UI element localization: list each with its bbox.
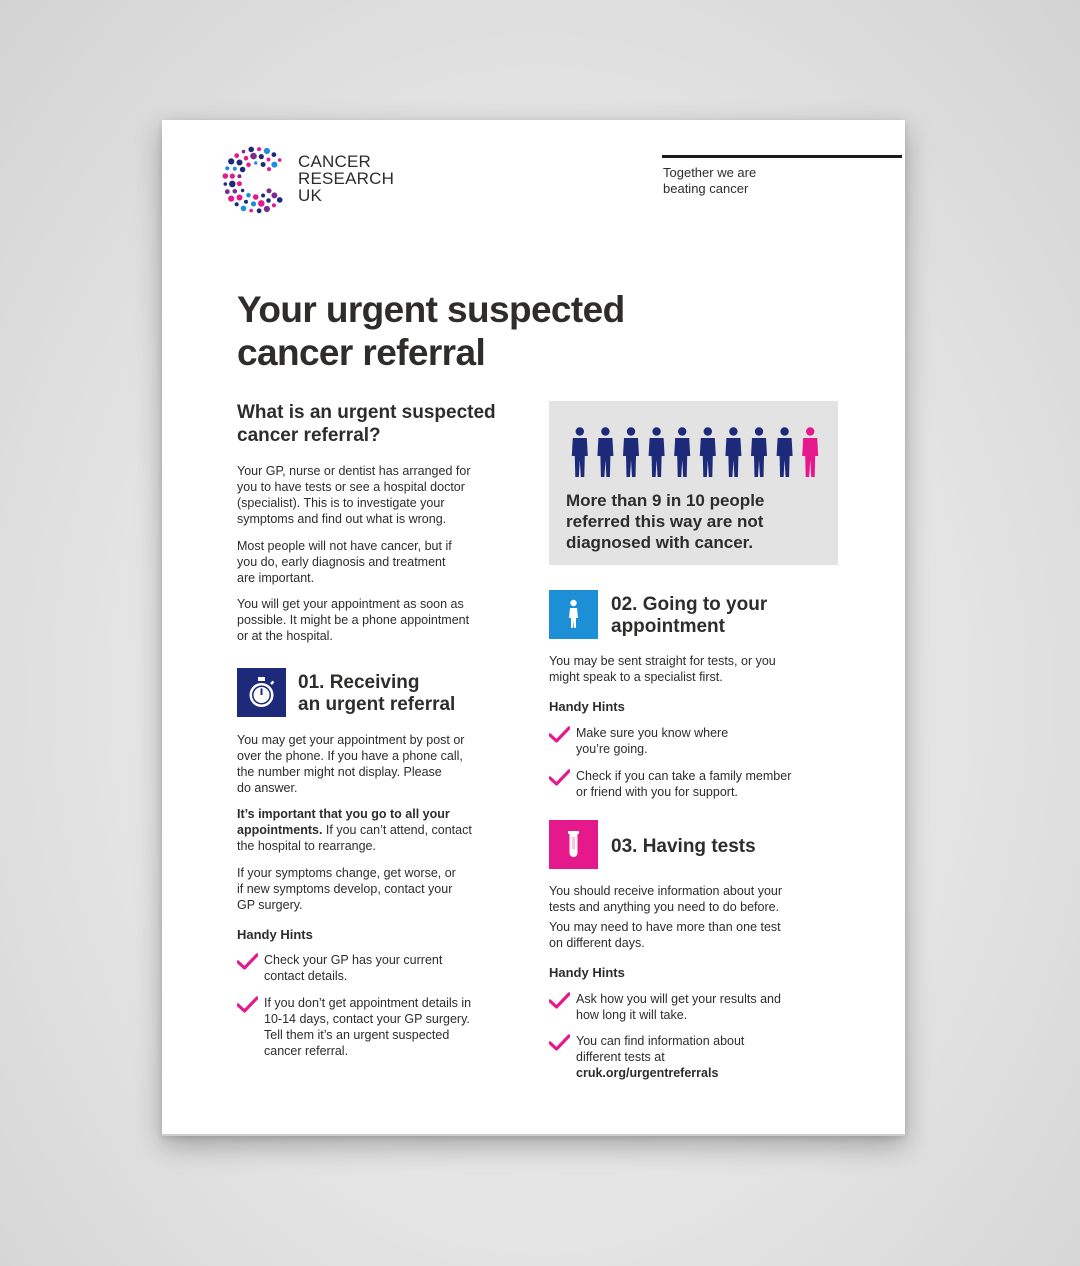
person-figure <box>725 427 741 477</box>
text-line: (specialist). This is to investigate your <box>237 496 445 510</box>
logo-dot <box>264 206 270 212</box>
logo-line: RESEARCH <box>298 169 395 188</box>
logo-dot <box>253 194 259 200</box>
handy-hints-heading: Handy Hints <box>549 699 625 714</box>
text: If you can’t attend, contact <box>322 823 472 837</box>
logo-dot <box>235 202 239 206</box>
stopwatch-icon <box>237 668 286 717</box>
people-infographic <box>567 427 823 479</box>
intro-paragraph-2 <box>237 538 452 586</box>
person-figure <box>751 427 767 477</box>
person-figure <box>674 427 690 477</box>
text-line: referred this way are not <box>566 512 764 531</box>
section-3-heading: 03. Having tests <box>611 836 756 857</box>
title-line: cancer referral <box>237 332 486 373</box>
checkmark-icon <box>549 726 570 744</box>
checkmark-icon <box>237 953 258 971</box>
statistic-text <box>566 490 764 553</box>
person-figure <box>649 427 665 477</box>
logo-dot <box>266 198 271 203</box>
tagline <box>663 165 756 197</box>
hint-text <box>264 995 471 1059</box>
logo-dot <box>230 174 235 179</box>
logo-dot <box>237 181 242 186</box>
text-line: You may be sent straight for tests, or you <box>549 654 776 668</box>
text-line: symptoms and find out what is wrong. <box>237 512 447 526</box>
logo-dot <box>267 188 272 193</box>
person-figure <box>597 427 613 477</box>
tagline-line: Together we are <box>663 165 757 180</box>
logo-dot <box>278 158 282 162</box>
logo-dot <box>228 158 234 164</box>
hint-text <box>576 768 791 800</box>
heading-line: appointment <box>611 616 725 637</box>
text-line: If you don’t get appointment details in <box>264 996 472 1010</box>
text-line: Make sure you know where <box>576 726 729 740</box>
statistic-panel <box>549 401 838 565</box>
logo-dot <box>251 201 256 206</box>
text-line: Tell them it’s an urgent suspected <box>264 1028 450 1042</box>
text-line <box>237 822 472 838</box>
text-line: You should receive information about your <box>549 884 783 898</box>
logo-dot <box>259 154 264 159</box>
section-2-paragraph <box>549 653 776 685</box>
logo-dot <box>267 158 271 162</box>
heading-line: an urgent referral <box>298 694 456 715</box>
checkmark-icon <box>549 1034 570 1052</box>
section-2-heading <box>611 594 767 638</box>
text-line: the hospital to rearrange. <box>237 839 376 853</box>
text-line: 10-14 days, contact your GP surgery. <box>264 1012 470 1026</box>
logo-dot <box>257 208 262 213</box>
checkmark-icon <box>237 996 258 1014</box>
heading-line: 01. Receiving <box>298 672 420 693</box>
text-line: possible. It might be a phone appointment <box>237 613 470 627</box>
hint-text <box>576 1033 744 1081</box>
person-figure <box>777 427 793 477</box>
text-line: You will get your appointment as soon as <box>237 597 464 611</box>
logo-line: UK <box>298 186 323 205</box>
test-tube-icon <box>549 820 598 869</box>
text-line: cancer referral. <box>264 1044 349 1058</box>
logo-dot <box>272 152 277 157</box>
handy-hints-heading: Handy Hints <box>549 965 625 980</box>
section-1-heading <box>298 672 455 716</box>
logo-dot <box>237 174 241 178</box>
logo-dot <box>240 167 246 173</box>
logo-dot <box>241 206 247 212</box>
referrals-link[interactable]: cruk.org/urgentreferrals <box>576 1066 719 1080</box>
tagline-line: beating cancer <box>663 181 749 196</box>
text-line: on different days. <box>549 936 645 950</box>
logo-dot <box>233 167 237 171</box>
leaflet-page <box>162 120 905 1136</box>
logo-dot <box>224 182 228 186</box>
text-line: or friend with you for support. <box>576 785 738 799</box>
intro-paragraph-1 <box>237 463 470 527</box>
handy-hints-heading: Handy Hints <box>237 927 313 942</box>
text-line: diagnosed with cancer. <box>566 533 754 552</box>
text-line: you to have tests or see a hospital doctor <box>237 480 465 494</box>
logo-dot <box>225 166 229 170</box>
text-line: different tests at <box>576 1050 665 1064</box>
logo-dot <box>277 197 283 203</box>
text-line: you do, early diagnosis and treatment <box>237 555 446 569</box>
text-line: tests and anything you need to do before. <box>549 900 780 914</box>
bold-text: appointments. <box>237 823 323 837</box>
cancer-research-uk-logo <box>220 144 292 216</box>
logo-dot <box>250 153 257 160</box>
logo-dot <box>234 153 239 158</box>
person-figure <box>623 427 639 477</box>
logo-wordmark <box>298 153 418 204</box>
section-3-paragraph-2 <box>549 919 781 951</box>
logo-dot <box>244 156 249 161</box>
logo-dot <box>258 200 265 207</box>
text-line: if new symptoms develop, contact your <box>237 882 453 896</box>
hint-text <box>576 991 781 1023</box>
text-line: Check if you can take a family member <box>576 769 792 783</box>
logo-dot <box>267 167 271 171</box>
heading-line: cancer referral? <box>237 425 381 446</box>
text-line: It’s important that you go to all your <box>237 807 450 821</box>
intro-paragraph-3 <box>237 596 469 644</box>
title-line: Your urgent suspected <box>237 289 625 330</box>
text-line: You may get your appointment by post or <box>237 733 465 747</box>
person-figure <box>572 427 588 477</box>
logo-dot <box>237 160 243 166</box>
text-line: Check your GP has your current <box>264 953 443 967</box>
section-1-paragraph-1 <box>237 732 464 796</box>
text-line: you’re going. <box>576 742 648 756</box>
tagline-rule <box>662 155 902 158</box>
logo-dot <box>264 148 270 154</box>
person-figure <box>802 427 818 477</box>
section-3-paragraph-1 <box>549 883 782 915</box>
logo-dot <box>223 173 229 179</box>
logo-dot <box>225 189 230 194</box>
text-line: More than 9 in 10 people <box>566 491 765 510</box>
hint-text <box>264 952 442 984</box>
section-1-paragraph-2 <box>237 806 472 854</box>
logo-dot <box>237 195 243 201</box>
logo-dot <box>246 163 251 168</box>
text-line: You can find information about <box>576 1034 745 1048</box>
checkmark-icon <box>549 769 570 787</box>
heading-line: What is an urgent suspected <box>237 402 496 423</box>
logo-dot <box>272 203 276 207</box>
text-line: how long it will take. <box>576 1008 688 1022</box>
text-line: over the phone. If you have a phone call, <box>237 749 463 763</box>
logo-dot <box>271 162 277 168</box>
text-line: Your GP, nurse or dentist has arranged for <box>237 464 471 478</box>
logo-dot <box>254 161 257 164</box>
logo-dot <box>241 189 244 192</box>
text-line: If your symptoms change, get worse, or <box>237 866 456 880</box>
logo-dot <box>233 189 238 194</box>
walking-person-icon <box>549 590 598 639</box>
intro-heading <box>237 401 527 447</box>
hint-text <box>576 725 728 757</box>
text-line: GP surgery. <box>237 898 303 912</box>
text-line: contact details. <box>264 969 348 983</box>
heading-line: 02. Going to your <box>611 594 768 615</box>
section-1-paragraph-3 <box>237 865 456 913</box>
checkmark-icon <box>549 992 570 1010</box>
text-line: the number might not display. Please <box>237 765 442 779</box>
logo-dot <box>244 200 248 204</box>
page-title <box>237 288 677 374</box>
text-line: or at the hospital. <box>237 629 333 643</box>
text-line: Ask how you will get your results and <box>576 992 781 1006</box>
page-edge <box>162 1134 905 1136</box>
logo-dot <box>271 192 277 198</box>
logo-dot <box>257 147 261 151</box>
logo-dot <box>228 196 234 202</box>
logo-dot <box>242 150 246 154</box>
text-line: do answer. <box>237 781 298 795</box>
text-line: are important. <box>237 571 315 585</box>
logo-dot <box>261 194 265 198</box>
logo-dot <box>261 162 266 167</box>
logo-dot <box>229 181 236 188</box>
logo-dot <box>249 209 253 213</box>
logo-dot <box>248 147 254 153</box>
text-line: You may need to have more than one test <box>549 920 781 934</box>
person-figure <box>700 427 716 477</box>
logo-dot <box>246 193 251 198</box>
text-line: might speak to a specialist first. <box>549 670 723 684</box>
logo-line: CANCER <box>298 152 371 171</box>
text-line: Most people will not have cancer, but if <box>237 539 452 553</box>
